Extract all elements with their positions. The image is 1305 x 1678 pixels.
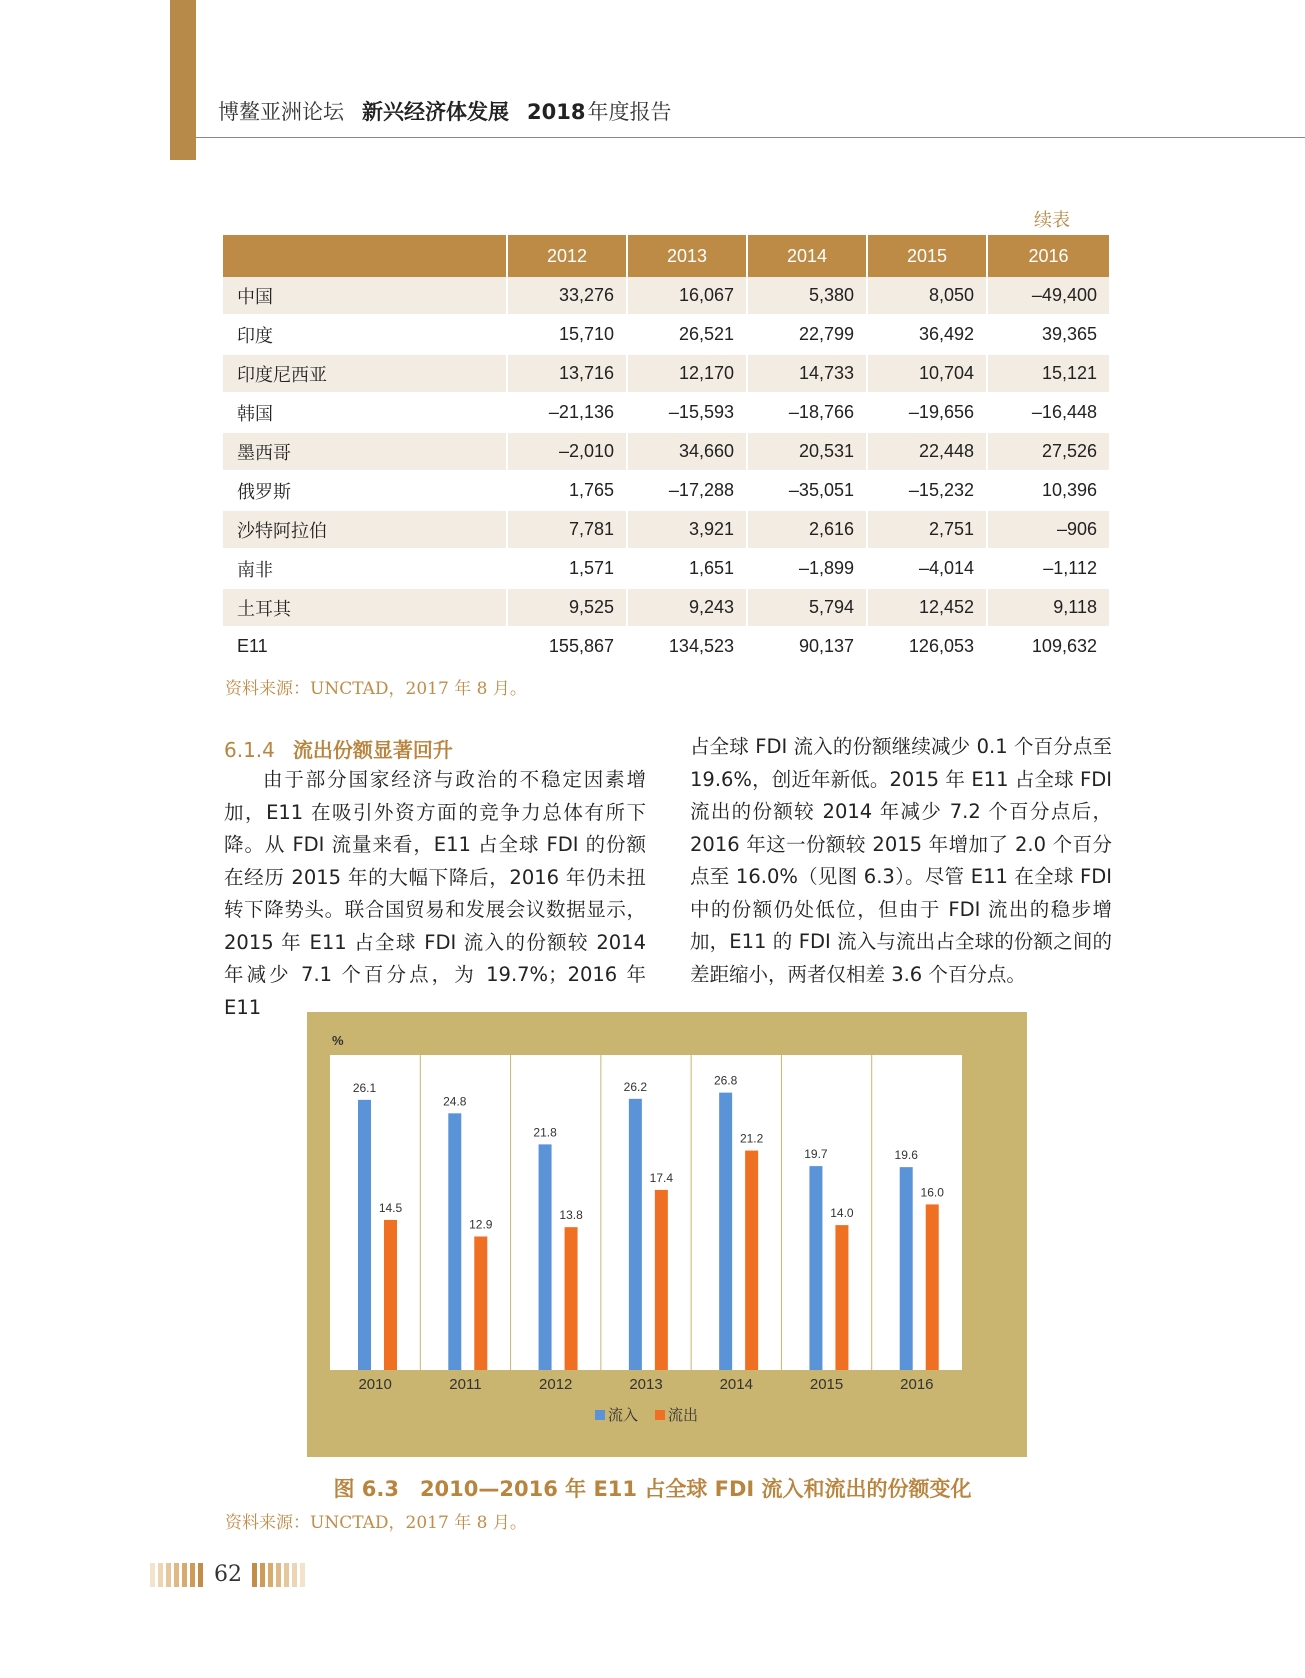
header-title: 新兴经济体发展 bbox=[362, 99, 509, 124]
table-cell: 12,452 bbox=[867, 588, 987, 627]
row-country-name: 土耳其 bbox=[223, 588, 507, 627]
table-header-cell: 2016 bbox=[987, 235, 1109, 277]
row-country-name: 印度 bbox=[223, 315, 507, 354]
bar-inflow bbox=[719, 1093, 732, 1370]
x-tick-label: 2013 bbox=[629, 1376, 663, 1393]
x-tick-label: 2012 bbox=[539, 1376, 573, 1393]
table-cell: 14,733 bbox=[747, 354, 867, 393]
table-cell: 126,053 bbox=[867, 627, 987, 666]
bar-outflow bbox=[655, 1190, 668, 1370]
bar-inflow bbox=[358, 1100, 371, 1370]
bar-inflow bbox=[629, 1099, 642, 1370]
row-country-name: 墨西哥 bbox=[223, 432, 507, 471]
footer-stripe bbox=[150, 1563, 155, 1587]
table-row bbox=[223, 510, 1109, 549]
data-label: 21.2 bbox=[739, 1131, 764, 1146]
data-label: 14.5 bbox=[378, 1200, 403, 1215]
bar-inflow bbox=[539, 1144, 552, 1370]
legend-swatch-inflow bbox=[595, 1410, 605, 1420]
plot-area bbox=[330, 1055, 962, 1370]
data-label: 19.7 bbox=[804, 1147, 828, 1162]
table-cell: –16,448 bbox=[987, 393, 1109, 432]
legend-label: 流入 bbox=[608, 1406, 639, 1424]
table-cell: 36,492 bbox=[867, 315, 987, 354]
table-cell: 9,243 bbox=[627, 588, 747, 627]
footer-stripe bbox=[158, 1563, 163, 1587]
table-cell: 3,921 bbox=[627, 510, 747, 549]
table-cell: 27,526 bbox=[987, 432, 1109, 471]
x-tick-label: 2010 bbox=[358, 1376, 392, 1393]
legend-label: 流出 bbox=[668, 1406, 699, 1424]
row-country-name: 俄罗斯 bbox=[223, 471, 507, 510]
row-country-name: 南非 bbox=[223, 549, 507, 588]
body-text-right: 占全球 FDI 流入的份额继续减少 0.1 个百分点至 19.6%，创近年新低。2015 年 E11 占全球 FDI 流出的份额较 2014 年减少 7.2 个百分点后，2016 年这一份额较 2015 年增加了 2.0 个百分点至 16.0%（见图 6.3）。尽管 E11 在全球 FDI 中的份额仍处低位，但由于 FDI 流出的稳步增加，E11 的 FDI 流入与流出占全球的份额之间的差距缩小，两者仅相差 3.6 个百分点。 bbox=[690, 735, 1112, 986]
table-cell: –19,656 bbox=[867, 393, 987, 432]
table-cell: 9,118 bbox=[987, 588, 1109, 627]
table-cell: 134,523 bbox=[627, 627, 747, 666]
table-cell: 7,781 bbox=[507, 510, 627, 549]
footer-stripe bbox=[292, 1563, 297, 1587]
table-row bbox=[223, 549, 1109, 588]
table-row bbox=[223, 393, 1109, 432]
table-row bbox=[223, 277, 1109, 315]
footer-stripe bbox=[174, 1563, 179, 1587]
footer-stripe bbox=[300, 1563, 305, 1587]
table-header-corner bbox=[223, 235, 507, 277]
figure-caption: 图 6.3 2010—2016 年 E11 占全球 FDI 流入和流出的份额变化 bbox=[333, 1477, 972, 1501]
data-label: 14.0 bbox=[830, 1206, 854, 1221]
table-cell: –17,288 bbox=[627, 471, 747, 510]
table-header-cell: 2014 bbox=[747, 235, 867, 277]
table-cell: 39,365 bbox=[987, 315, 1109, 354]
bar-outflow bbox=[474, 1236, 487, 1370]
table-cell: –35,051 bbox=[747, 471, 867, 510]
footer-stripe bbox=[268, 1563, 273, 1587]
table-cell: 15,710 bbox=[507, 315, 627, 354]
data-label: 24.8 bbox=[443, 1094, 467, 1109]
data-label: 16.0 bbox=[920, 1185, 944, 1200]
chart-svg bbox=[307, 1012, 1027, 1457]
table-cell: –15,232 bbox=[867, 471, 987, 510]
table-cell: –906 bbox=[987, 510, 1109, 549]
table-cell: 9,525 bbox=[507, 588, 627, 627]
bar-inflow bbox=[448, 1113, 461, 1370]
figure-6-3-chart bbox=[307, 1012, 1027, 1457]
table-cell: –18,766 bbox=[747, 393, 867, 432]
y-axis-label: % bbox=[332, 1033, 344, 1048]
footer-stripe bbox=[190, 1563, 195, 1587]
bar-outflow bbox=[835, 1225, 848, 1370]
section-heading bbox=[224, 734, 453, 763]
table-cell: 109,632 bbox=[987, 627, 1109, 666]
bar-inflow bbox=[809, 1166, 822, 1370]
table-row bbox=[223, 315, 1109, 354]
data-label: 26.2 bbox=[623, 1079, 648, 1094]
table-cell: 13,716 bbox=[507, 354, 627, 393]
table-header-cell: 2013 bbox=[627, 235, 747, 277]
table-cell: 5,794 bbox=[747, 588, 867, 627]
bar-inflow bbox=[900, 1167, 913, 1370]
footer-stripe bbox=[276, 1563, 281, 1587]
table-cell: –2,010 bbox=[507, 432, 627, 471]
table-cell: 2,616 bbox=[747, 510, 867, 549]
footer-stripe bbox=[198, 1563, 203, 1587]
page-footer bbox=[150, 1562, 308, 1588]
footer-stripe bbox=[252, 1563, 257, 1587]
table-cell: –1,899 bbox=[747, 549, 867, 588]
body-text-left: 由于部分国家经济与政治的不稳定因素增加，E11 在吸引外资方面的竞争力总体有所下降。从 FDI 流量来看，E11 占全球 FDI 的份额在经历 2015 年的大幅下降后，2016 年仍未扭转下降势头。联合国贸易和发展会议数据显示，2015 年 E11 占全球 FDI 流入的份额较 2014 年减少 7.1 个百分点，为 19.7%；2016 年 E11 bbox=[224, 768, 646, 1019]
table-cell: –15,593 bbox=[627, 393, 747, 432]
data-label: 12.9 bbox=[469, 1217, 493, 1232]
page-number: 62 bbox=[214, 1562, 242, 1587]
data-label: 26.1 bbox=[352, 1080, 377, 1095]
row-country-name: E11 bbox=[223, 627, 507, 666]
figure-source: 资料来源：UNCTAD，2017 年 8 月。 bbox=[225, 1513, 527, 1533]
x-tick-label: 2016 bbox=[900, 1376, 934, 1393]
header-accent-bar bbox=[170, 0, 196, 160]
header-report: 年度报告 bbox=[587, 100, 672, 124]
footer-stripe bbox=[284, 1563, 289, 1587]
x-tick-label: 2015 bbox=[809, 1376, 844, 1393]
table-cell: 10,396 bbox=[987, 471, 1109, 510]
data-label: 13.8 bbox=[559, 1208, 583, 1223]
footer-stripe bbox=[166, 1563, 171, 1587]
table-cell: 33,276 bbox=[507, 277, 627, 315]
table-cell: 155,867 bbox=[507, 627, 627, 666]
table-cell: 8,050 bbox=[867, 277, 987, 315]
table-cell: 1,651 bbox=[627, 549, 747, 588]
data-label: 17.4 bbox=[649, 1170, 674, 1185]
x-tick-label: 2014 bbox=[719, 1376, 753, 1393]
row-country-name: 印度尼西亚 bbox=[223, 354, 507, 393]
data-label: 21.8 bbox=[533, 1125, 557, 1140]
legend-swatch-outflow bbox=[655, 1410, 665, 1420]
table-cell: 90,137 bbox=[747, 627, 867, 666]
header-forum: 博鳌亚洲论坛 bbox=[218, 100, 344, 124]
table-row bbox=[223, 432, 1109, 471]
row-country-name: 韩国 bbox=[223, 393, 507, 432]
table-row bbox=[223, 588, 1109, 627]
data-label: 19.6 bbox=[894, 1148, 918, 1163]
table-cell: 34,660 bbox=[627, 432, 747, 471]
table-header-row bbox=[223, 235, 1109, 277]
running-header bbox=[218, 96, 671, 126]
section-title: 流出份额显著回升 bbox=[292, 738, 453, 762]
table-source: 资料来源：UNCTAD，2017 年 8 月。 bbox=[225, 679, 527, 699]
footer-stripe bbox=[260, 1563, 265, 1587]
table-cell: 22,799 bbox=[747, 315, 867, 354]
table-cell: –4,014 bbox=[867, 549, 987, 588]
table-cell: 12,170 bbox=[627, 354, 747, 393]
bar-outflow bbox=[384, 1220, 397, 1370]
table-cell: 16,067 bbox=[627, 277, 747, 315]
table-cell: 1,571 bbox=[507, 549, 627, 588]
table-cell: 5,380 bbox=[747, 277, 867, 315]
table-cell: 1,765 bbox=[507, 471, 627, 510]
row-country-name: 沙特阿拉伯 bbox=[223, 510, 507, 549]
x-tick-label: 2011 bbox=[449, 1376, 482, 1393]
table-row bbox=[223, 354, 1109, 393]
table-cell: 20,531 bbox=[747, 432, 867, 471]
table-row bbox=[223, 627, 1109, 666]
table-row bbox=[223, 471, 1109, 510]
table-continued-label: 续表 bbox=[1034, 210, 1070, 231]
section-number: 6.1.4 bbox=[224, 738, 275, 762]
table-cell: 26,521 bbox=[627, 315, 747, 354]
table-cell: 10,704 bbox=[867, 354, 987, 393]
table-header-cell: 2012 bbox=[507, 235, 627, 277]
table-cell: 22,448 bbox=[867, 432, 987, 471]
table-cell: –21,136 bbox=[507, 393, 627, 432]
table-cell: –49,400 bbox=[987, 277, 1109, 315]
bar-outflow bbox=[926, 1204, 939, 1370]
header-rule bbox=[196, 137, 1305, 138]
data-label: 26.8 bbox=[713, 1073, 738, 1088]
table-cell: –1,112 bbox=[987, 549, 1109, 588]
fdi-table bbox=[223, 235, 1109, 667]
row-country-name: 中国 bbox=[223, 277, 507, 315]
bar-outflow bbox=[565, 1227, 578, 1370]
footer-stripe bbox=[182, 1563, 187, 1587]
table-header-cell: 2015 bbox=[867, 235, 987, 277]
table-cell: 15,121 bbox=[987, 354, 1109, 393]
table-cell: 2,751 bbox=[867, 510, 987, 549]
bar-outflow bbox=[745, 1151, 758, 1370]
header-year: 2018 bbox=[527, 100, 586, 124]
